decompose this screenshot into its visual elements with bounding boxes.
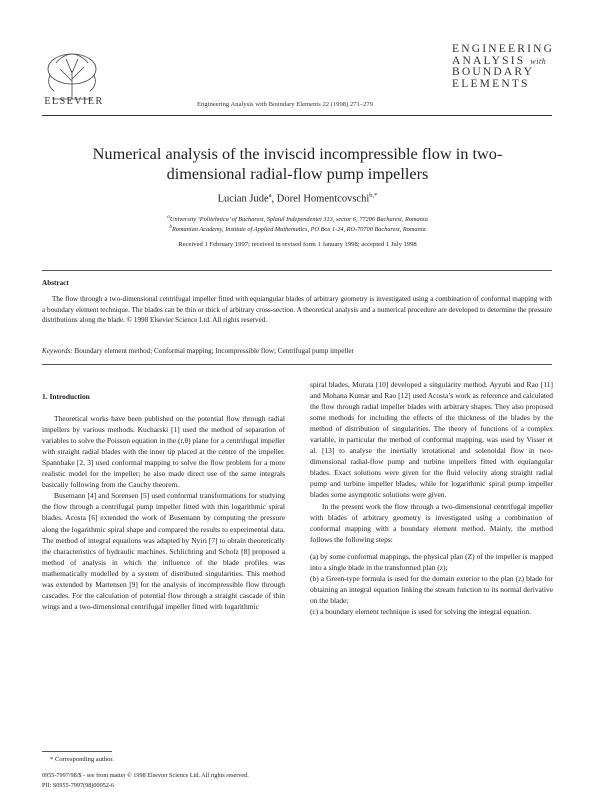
paragraph: Theoretical works have been published on the potential flow through radial impellers by various methods. Kucharski [1] used the method of separation of variables to solve the Poisson equation in the (r,θ) plane for a centrifugal impeller with straight radial blades with the inner tip placed at the centre of the impeller. Spannhake [2, 3] used conformal mapping to solve the flow problem for a more realistic model for the impeller; he also made direct use of the same integrals basically following from the Cauchy theorem. [42,414,285,490]
journal-citation: Engineering Analysis with Boundary Elements 22 (1998) 271–279 [197,101,373,108]
journal-brand-logo [452,44,560,90]
keywords-label: Keywords: [42,347,73,355]
author-name: Dorel Homentcovschi [276,193,370,205]
brand-line-2: ANALYSIS with [452,54,547,67]
paragraph: In the present work the flow through a two-dimensional centrifugal impeller with blades of arbitrary geometry is investigated using a combination of conformal mapping with a boundary element method. Mainly, the method follows the following steps: [310,501,553,544]
abstract-body: The flow through a two-dimensional centrifugal impeller fitted with equiangular blades of arbitrary geometry is investigated using a combination of conformal mapping with a boundary element technique. The blades can be thin or thick of arbitrary cross-section. A theoretical analysis and a numerical procedure are developed to determine the pressure distributions along the blade. © 1998 Elsevier Science Ltd. All rights reserved. [42,295,552,324]
section-heading: 1. Introduction [42,392,90,401]
abstract-bottom-rule [42,364,552,365]
body-column-left [42,391,285,612]
brand-line-1: ENGINEERING [452,43,555,55]
step-item: (b) a Green-type formula is used for the domain exterior to the plan (z) blade for obtaining an integral equation linking the stream function to its normal derivative on the blade; [310,573,553,605]
author-name: Lucian Jude [217,193,269,205]
article-title: Numerical analysis of the inviscid incompressible flow in two- dimensional radial-flow pump impellers [92,144,503,183]
body-column-right [310,379,553,617]
publisher-logo-text: ELSEVIER [44,96,104,107]
footnote-rule [42,751,112,752]
affiliation-b: $^b$Romanian Academy, Institute of Applied Mathematics, PO Box 1-24, RO-70700 Bucharest, Romania [169,224,426,234]
paragraph: Busemann [4] and Sorensen [5] used conformal transformations for studying the flow through a centrifugal pump impeller fitted with thin logarithmic spiral blades. Acosta [6] extended the work of Busemann by computing the pressure along the logarithmic spiral shape and compared the results to experimental data. The method of integral equations was adapted by Nyiri [7] to obtain theoretically the characteristics of hydraulic machines. Schlichting and Scholz [8] proposed a method of analysis in which the influence of the blade profiles was mathematically modelled by a system of distributed singularities. This method was extended by Martensen [9] for the analysis of incompressible flow through cascades. For the calculation of potential flow through a straight cascade of thin wings and a two-dimensional centrifugal impeller fitted with logarithmic [42,491,285,611]
received-dates: Received 1 February 1997; received in revised form 1 January 1998; accepted 1 July 1998 [178,241,417,248]
issn-line: 0955-7997/98/$ - see front matter © 1998 Elsevier Science Ltd. All rights reserved. [42,772,249,779]
paragraph: spiral blades, Murata [10] developed a singularity method. Ayyubi and Rao [11] and Mohana Kumar and Rao [12] used Acosta’s work as reference and calculated the flow through radial impeller blades with arbitrary shapes. They also proposed some methods for including the effects of the thickness of the blades by the method of distribution of singularities. The theory of functions of a complex variable, in particular the method of conformal mapping, was used by Visser et al. [13] to analyse the inertially irrotational and solenoidal flow in two-dimensional radial-flow pump and turbine impellers fitted with equiangular blades. Exact solutions were given for the fluid velocity along straight radial pump and turbine impeller blades, while for logarithmic spiral pump impeller blades some asymptotic solutions were given. [310,380,553,500]
header-divider [42,115,552,116]
method-steps [310,551,553,617]
brand-line-4: ELEMENTS [452,77,530,90]
brand-line-3: BOUNDARY [452,66,535,78]
keywords-line: Keywords: Boundary element method; Conformal mapping; Incompressible flow; Centrifugal pump impeller [42,347,354,355]
abstract-top-rule [42,270,552,271]
author-list: Lucian Jude$^a$, Dorel Homentcovschi$^{b,*}$ [217,192,378,205]
copyright-info [42,771,249,790]
step-item: (c) a boundary element technique is used for solving the integral equation. [310,606,531,616]
abstract-heading: Abstract [42,279,69,287]
corresponding-author-footnote: * Corresponding author. [50,756,114,763]
pii-line: PII: S0955-7997(98)00052-6 [42,781,115,789]
affiliation-a: $^a$University ‘Politehnica’ of Bucharest, Splaiul Independentei 313, sector 6, 77206 Bucharest, Romania [167,214,428,224]
step-item: (a) by some conformal mappings, the physical plan (Z) of the impeller is mapped into a single blade in the transformed plan (z); [310,551,553,572]
